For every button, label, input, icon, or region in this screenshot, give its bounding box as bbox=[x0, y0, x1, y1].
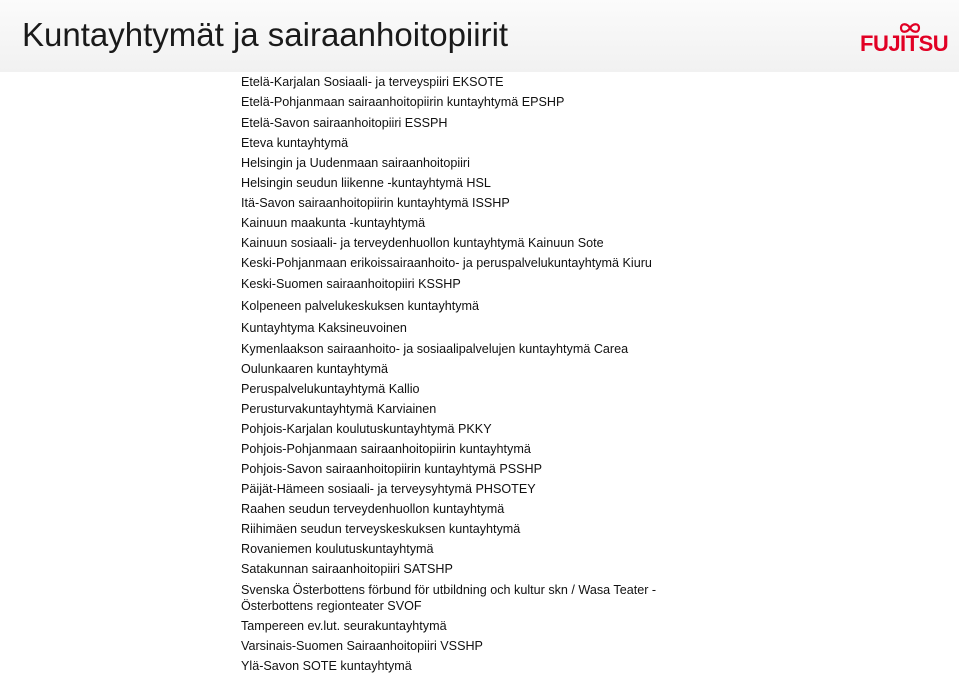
list-item: Tampereen ev.lut. seurakuntayhtymä bbox=[241, 619, 447, 633]
list-item: Riihimäen seudun terveyskeskuksen kuntayhtymä bbox=[241, 522, 521, 536]
list-item: Kainuun sosiaali- ja terveydenhuollon kuntayhtymä Kainuun Sote bbox=[241, 236, 604, 250]
list-item: Ylä-Savon SOTE kuntayhtymä bbox=[241, 659, 412, 673]
list-item: Kolpeneen palvelukeskuksen kuntayhtymä bbox=[241, 299, 480, 313]
list-item: Helsingin seudun liikenne -kuntayhtymä HSL bbox=[241, 176, 491, 190]
list-item: Etelä-Pohjanmaan sairaanhoitopiirin kuntayhtymä EPSHP bbox=[241, 95, 565, 109]
list-item: Eteva kuntayhtymä bbox=[241, 136, 349, 150]
list-item: Etelä-Karjalan Sosiaali- ja terveyspiiri EKSOTE bbox=[241, 75, 504, 89]
list-item: Perusturvakuntayhtymä Karviainen bbox=[241, 402, 437, 416]
list-item: Keski-Pohjanmaan erikoissairaanhoito- ja peruspalvelukuntayhtymä Kiuru bbox=[241, 256, 652, 270]
slide-header bbox=[0, 0, 959, 72]
list-item: Pohjois-Karjalan koulutuskuntayhtymä PKKY bbox=[241, 422, 492, 436]
list-item: Helsingin ja Uudenmaan sairaanhoitopiiri bbox=[241, 156, 470, 170]
list-item: Kymenlaakson sairaanhoito- ja sosiaalipalvelujen kuntayhtymä Carea bbox=[241, 342, 629, 356]
list-item: Raahen seudun terveydenhuollon kuntayhtymä bbox=[241, 502, 505, 516]
list-item: Pohjois-Savon sairaanhoitopiirin kuntayhtymä PSSHP bbox=[241, 462, 543, 476]
list-item: Päijät-Hämeen sosiaali- ja terveysyhtymä PHSOTEY bbox=[241, 482, 536, 496]
list-item: Kuntayhtyma Kaksineuvoinen bbox=[241, 321, 407, 335]
list-item: Itä-Savon sairaanhoitopiirin kuntayhtymä ISSHP bbox=[241, 196, 510, 210]
list-item: Satakunnan sairaanhoitopiiri SATSHP bbox=[241, 562, 453, 576]
list-item: Kainuun maakunta -kuntayhtymä bbox=[241, 216, 426, 230]
list-item: Oulunkaaren kuntayhtymä bbox=[241, 362, 389, 376]
list-item: Rovaniemen koulutuskuntayhtymä bbox=[241, 542, 434, 556]
list-item: Varsinais-Suomen Sairaanhoitopiiri VSSHP bbox=[241, 639, 483, 653]
list-item: Etelä-Savon sairaanhoitopiiri ESSPH bbox=[241, 116, 448, 130]
list-item: Keski-Suomen sairaanhoitopiiri KSSHP bbox=[241, 277, 461, 291]
list-item: Svenska Österbottens förbund för utbildning och kultur skn / Wasa Teater - Österbottens regionteater SVOF bbox=[241, 583, 657, 613]
slide-title: Kuntayhtymät ja sairaanhoitopiirit bbox=[22, 16, 509, 53]
fujitsu-logo-text: FUJITSU bbox=[860, 31, 949, 56]
list-item: Peruspalvelukuntayhtymä Kallio bbox=[241, 382, 420, 396]
list-item: Pohjois-Pohjanmaan sairaanhoitopiirin kuntayhtymä bbox=[241, 442, 531, 456]
